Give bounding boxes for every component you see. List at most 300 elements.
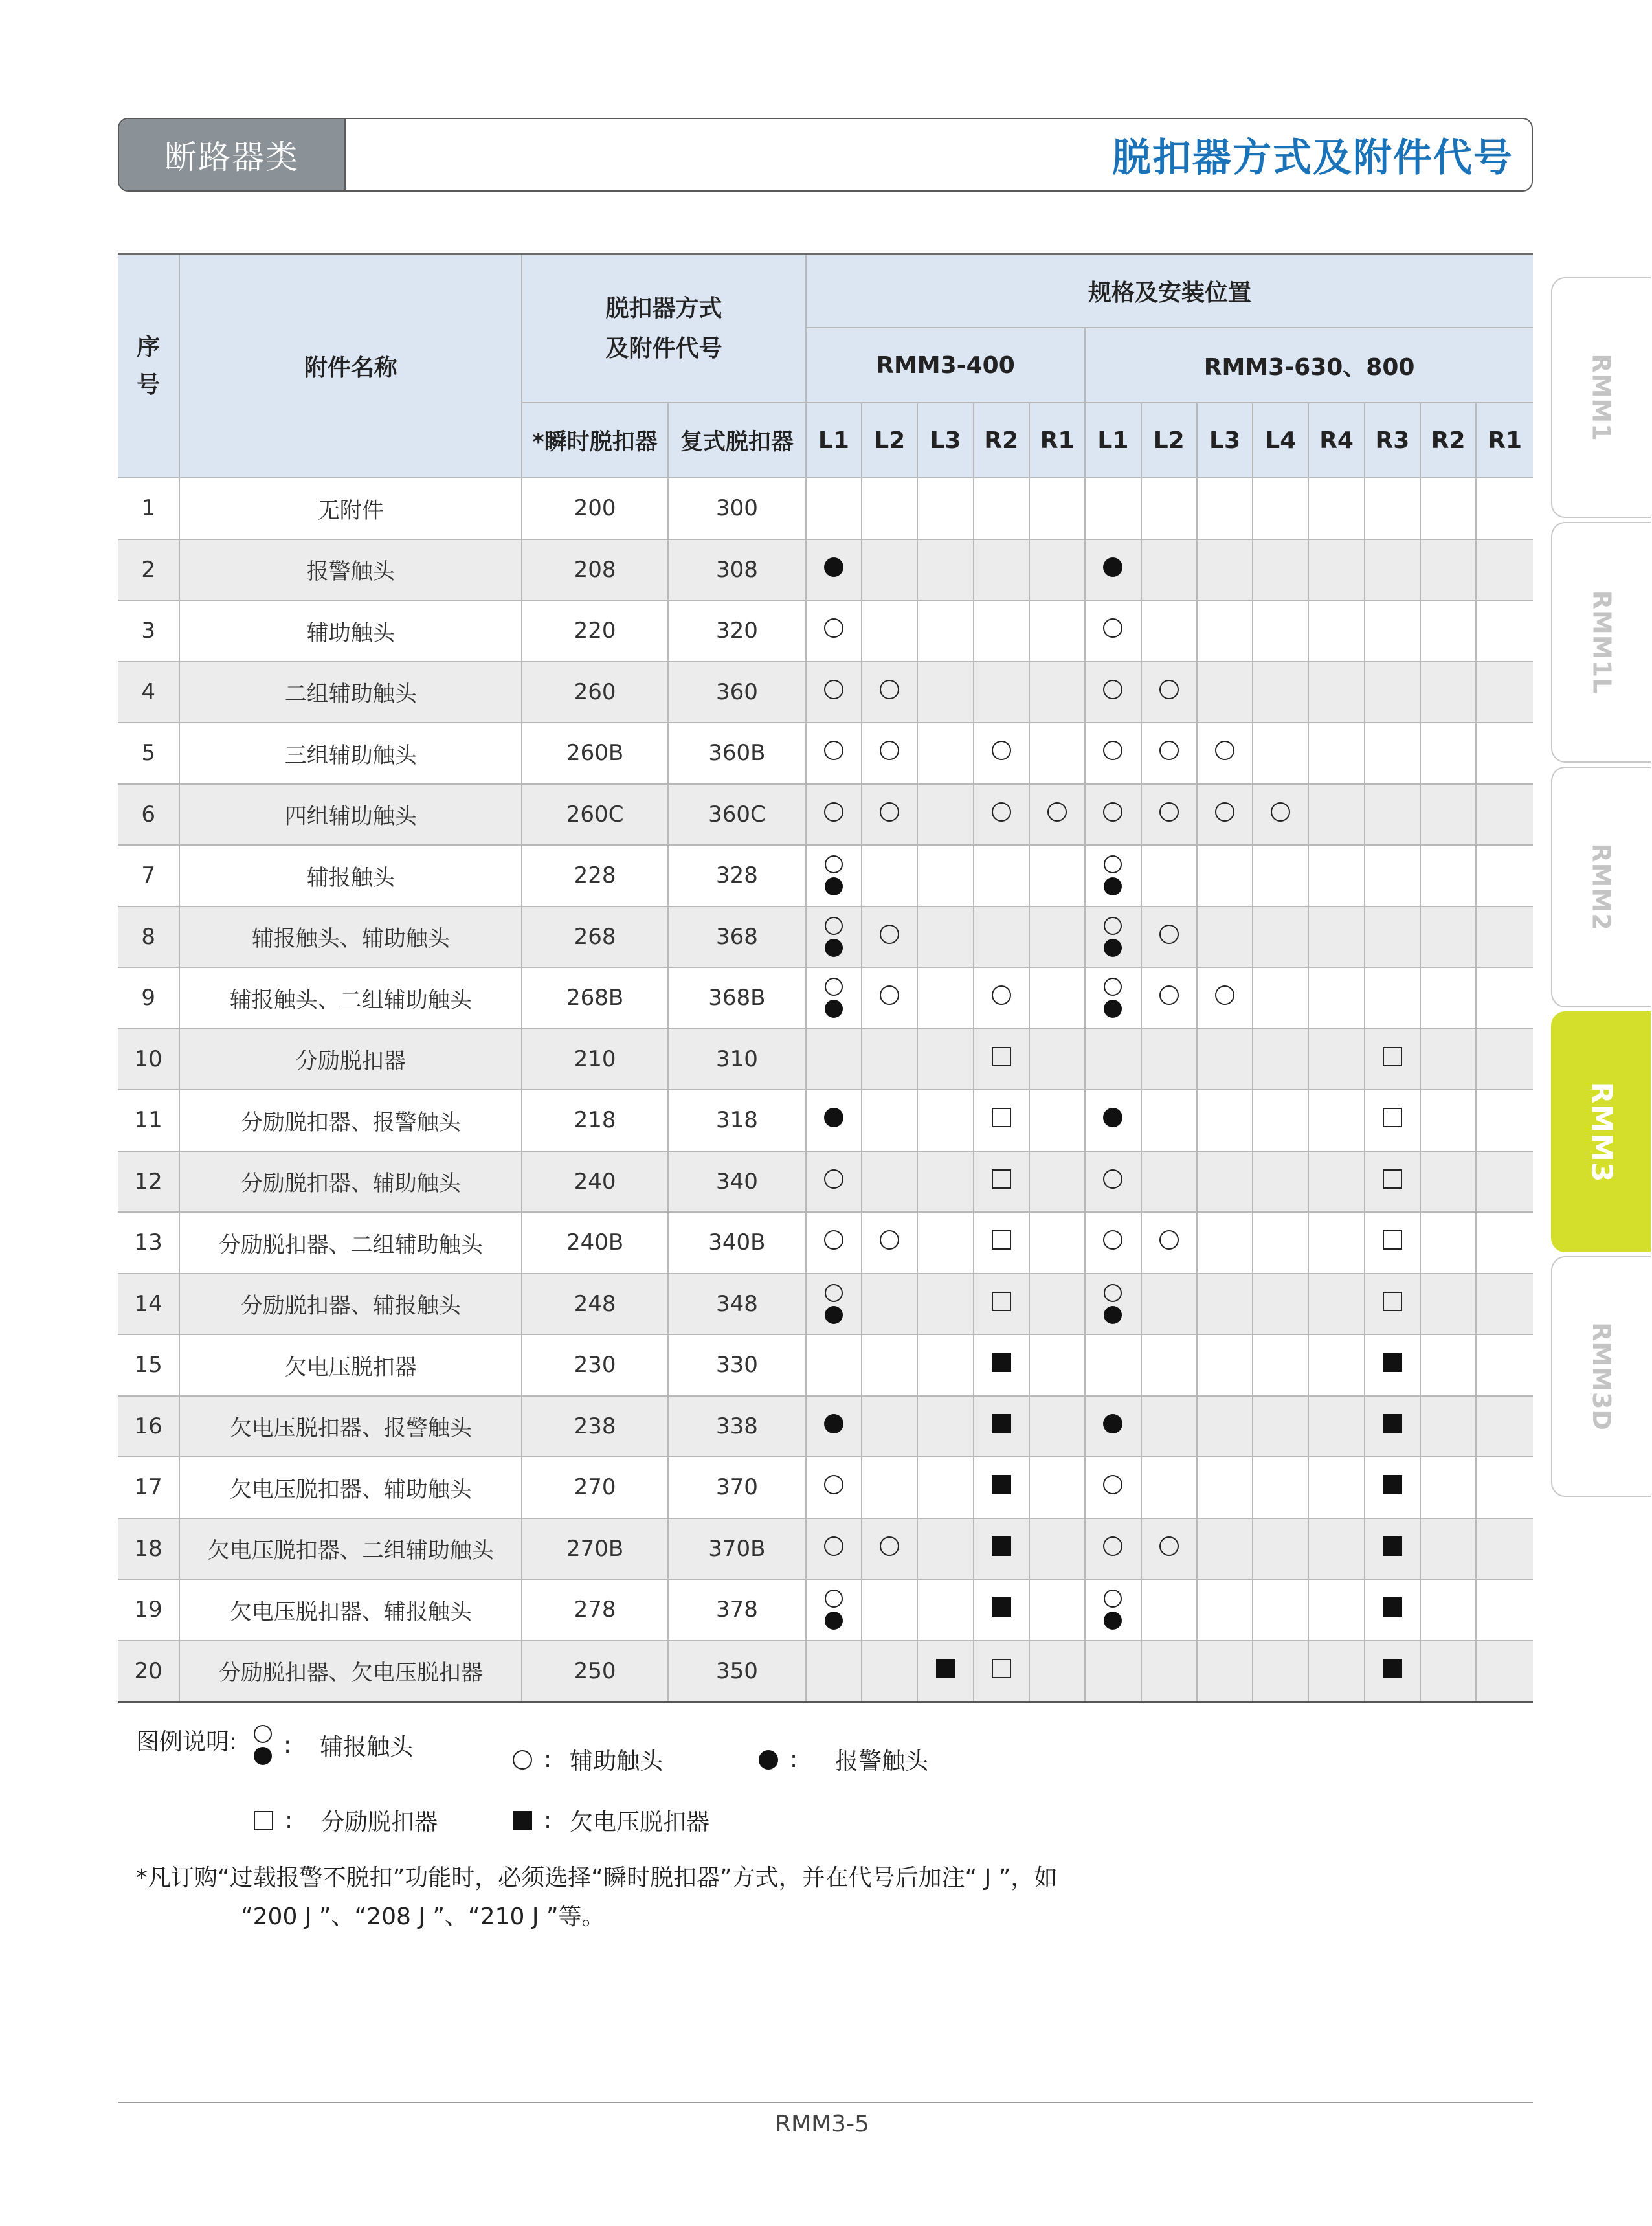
position-cell [1029,967,1085,1029]
compound-trip-code: 300 [668,478,806,539]
open-circle-icon [1103,1230,1122,1250]
filled-square-icon [992,1536,1011,1556]
open-circle-icon [1159,925,1179,944]
position-cell [862,1518,917,1580]
position-cell [806,1212,862,1274]
position-cell [1253,539,1308,601]
tab-rmm3d[interactable]: RMM3D [1551,1256,1651,1497]
row-number: 6 [118,784,179,846]
position-cell [1420,784,1476,846]
position-cell [1029,1579,1085,1641]
position-cell [1085,1457,1141,1518]
instant-trip-code: 270 [522,1457,668,1518]
open-circle-icon [1103,680,1122,699]
position-cell [806,1029,862,1090]
position-cell [1085,1090,1141,1151]
filled-square-icon [1383,1414,1402,1433]
position-cell [1029,1641,1085,1702]
position-cell [1253,906,1308,968]
footnote-line1: *凡订购“过载报警不脱扣”功能时，必须选择“瞬时脱扣器”方式，并在代号后加注“ J ”，如 [136,1865,1058,1891]
accessory-name: 分励脱扣器 [179,1029,522,1090]
position-cell [1253,1151,1308,1213]
combo-contact-icon [807,917,861,957]
filled-circle-icon [1103,1108,1122,1127]
position-header-b-r4: R4 [1308,403,1364,478]
compound-trip-code: 328 [668,845,806,906]
position-cell [1029,600,1085,662]
position-cell [1365,1457,1420,1518]
position-cell [1308,784,1364,846]
open-circle-icon [1103,741,1122,760]
position-cell [917,662,973,723]
open-square-icon [1383,1108,1402,1127]
position-cell [862,600,917,662]
position-cell [1308,1029,1364,1090]
combo-contact-icon [1086,978,1140,1018]
position-cell [1476,1457,1533,1518]
compound-trip-code: 360 [668,662,806,723]
row-number: 8 [118,906,179,968]
position-cell [1197,906,1253,968]
position-cell [1308,1090,1364,1151]
position-cell [974,1090,1029,1151]
position-cell [862,1029,917,1090]
table-row [118,1334,1533,1396]
accessory-name: 分励脱扣器、二组辅助触头 [179,1212,522,1274]
position-cell [862,1090,917,1151]
accessory-name: 辅助触头 [179,600,522,662]
position-cell [806,1274,862,1335]
position-cell [1365,1274,1420,1335]
position-cell [1029,478,1085,539]
table-row [118,1396,1533,1457]
open-square-icon [254,1811,273,1830]
combo-contact-icon [1086,1590,1140,1630]
open-circle-icon [824,618,843,638]
open-square-icon [992,1108,1011,1127]
position-header-b-l2: L2 [1141,403,1197,478]
tab-rmm2[interactable]: RMM2 [1551,767,1651,1007]
accessory-name: 欠电压脱扣器 [179,1334,522,1396]
position-cell [1420,1212,1476,1274]
position-cell [1365,723,1420,784]
filled-square-icon [1383,1353,1402,1372]
position-cell [917,1334,973,1396]
position-cell [1141,1334,1197,1396]
position-cell [1420,1029,1476,1090]
position-cell [806,1641,862,1702]
row-number: 16 [118,1396,179,1457]
position-cell [1420,906,1476,968]
position-header-a-r1: R1 [1029,403,1085,478]
position-cell [1420,1641,1476,1702]
position-cell [806,539,862,601]
position-cell [1308,1151,1364,1213]
open-circle-icon [880,741,899,760]
position-cell [1365,662,1420,723]
position-cell [1365,1396,1420,1457]
position-cell [1308,1457,1364,1518]
position-cell [1476,906,1533,968]
position-cell [1141,539,1197,601]
position-cell [1197,662,1253,723]
position-cell [1420,1151,1476,1213]
filled-square-icon [513,1811,532,1830]
position-cell [1253,723,1308,784]
position-cell [974,1212,1029,1274]
position-cell [1197,784,1253,846]
position-cell [1365,600,1420,662]
open-circle-icon [1159,985,1179,1005]
position-cell [806,1396,862,1457]
filled-square-icon [1383,1597,1402,1617]
open-square-icon [992,1659,1011,1678]
position-cell [1253,1518,1308,1580]
position-cell [1141,600,1197,662]
row-number: 13 [118,1212,179,1274]
table-row [118,600,1533,662]
position-cell [1420,478,1476,539]
filled-square-icon [1383,1536,1402,1556]
open-circle-icon [880,985,899,1005]
position-cell [1365,1641,1420,1702]
position-cell [862,1396,917,1457]
open-square-icon [1383,1230,1402,1250]
position-cell [1308,723,1364,784]
position-cell [1420,1396,1476,1457]
row-number: 1 [118,478,179,539]
position-cell [1141,1641,1197,1702]
position-cell [1085,478,1141,539]
position-cell [974,1029,1029,1090]
legend-title: 图例说明: [136,1729,238,1755]
position-cell [1420,600,1476,662]
position-cell [1141,1396,1197,1457]
position-cell [974,662,1029,723]
position-cell [1420,1457,1476,1518]
row-number: 18 [118,1518,179,1580]
position-cell [1253,662,1308,723]
position-cell [1365,1579,1420,1641]
position-cell [974,906,1029,968]
position-cell [862,1334,917,1396]
table-row [118,1274,1533,1335]
instant-trip-code: 268B [522,967,668,1029]
open-square-icon [1383,1169,1402,1189]
position-cell [862,539,917,601]
position-cell [917,1641,973,1702]
position-cell [1197,1274,1253,1335]
position-cell [1029,906,1085,968]
position-cell [1085,1579,1141,1641]
position-cell [917,845,973,906]
position-cell [1029,1518,1085,1580]
position-cell [1420,967,1476,1029]
position-cell [1085,600,1141,662]
accessory-name: 分励脱扣器、欠电压脱扣器 [179,1641,522,1702]
position-cell [1308,1334,1364,1396]
table-row [118,1151,1533,1213]
position-cell [917,600,973,662]
table-row [118,478,1533,539]
filled-circle-icon [1103,557,1122,577]
open-circle-icon [992,985,1011,1005]
compound-trip-code: 320 [668,600,806,662]
position-cell [1141,1518,1197,1580]
instant-trip-code: 208 [522,539,668,601]
open-circle-icon [513,1750,532,1770]
page-title: 脱扣器方式及附件代号 [1112,135,1513,181]
position-cell [1476,845,1533,906]
combo-contact-icon [807,855,861,895]
position-cell [862,784,917,846]
position-cell [806,662,862,723]
position-cell [1197,845,1253,906]
accessory-code-table [118,253,1533,1703]
row-number: 3 [118,600,179,662]
accessory-name: 分励脱扣器、报警触头 [179,1090,522,1151]
compound-trip-code: 308 [668,539,806,601]
tab-rmm1l[interactable]: RMM1L [1551,522,1651,763]
position-header-b-l4: L4 [1253,403,1308,478]
open-circle-icon [824,1169,843,1189]
table-row [118,1457,1533,1518]
position-header-a-r2: R2 [974,403,1029,478]
position-cell [1253,784,1308,846]
compound-trip-code: 360C [668,784,806,846]
position-cell [917,906,973,968]
footer-divider [118,2102,1533,2103]
position-cell [806,845,862,906]
position-cell [1197,1151,1253,1213]
table-row [118,1090,1533,1151]
accessory-name: 欠电压脱扣器、二组辅助触头 [179,1518,522,1580]
compound-trip-code: 350 [668,1641,806,1702]
combo-contact-icon [1086,917,1140,957]
position-cell [1308,662,1364,723]
instant-trip-code: 240 [522,1151,668,1213]
position-cell [1476,1518,1533,1580]
instant-trip-code: 210 [522,1029,668,1090]
section-header [118,118,1533,192]
position-cell [806,1457,862,1518]
position-cell [1085,1212,1141,1274]
accessory-name: 分励脱扣器、辅助触头 [179,1151,522,1213]
position-cell [1476,1151,1533,1213]
position-cell [1365,478,1420,539]
filled-square-icon [992,1475,1011,1494]
tab-rmm3[interactable]: RMM3 [1551,1011,1651,1252]
compound-trip-code: 338 [668,1396,806,1457]
position-cell [1308,1641,1364,1702]
position-cell [974,1641,1029,1702]
header-model-400: RMM3-400 [806,328,1085,403]
position-cell [917,1029,973,1090]
compound-trip-code: 348 [668,1274,806,1335]
open-circle-icon [880,802,899,822]
position-cell [1141,1457,1197,1518]
position-cell [1197,1641,1253,1702]
open-circle-icon [824,1230,843,1250]
legend-open-circle: : 辅助触头 [513,1743,663,1776]
position-cell [1085,845,1141,906]
accessory-name: 四组辅助触头 [179,784,522,846]
position-cell [1085,539,1141,601]
position-cell [1365,1334,1420,1396]
position-cell [1476,1334,1533,1396]
position-cell [806,600,862,662]
filled-square-icon [992,1414,1011,1433]
position-cell [1420,1090,1476,1151]
tab-rmm1[interactable]: RMM1 [1551,277,1651,518]
accessory-name: 报警触头 [179,539,522,601]
position-cell [862,1212,917,1274]
open-circle-icon [1159,1230,1179,1250]
position-cell [1308,845,1364,906]
instant-trip-code: 250 [522,1641,668,1702]
combo-contact-icon [807,978,861,1018]
position-cell [1197,967,1253,1029]
open-circle-icon [1103,1475,1122,1494]
position-header-a-l2: L2 [862,403,917,478]
position-cell [1029,723,1085,784]
position-cell [1141,1090,1197,1151]
filled-square-icon [1383,1659,1402,1678]
position-cell [1253,1090,1308,1151]
table-row [118,539,1533,601]
position-cell [1476,1212,1533,1274]
position-cell [1141,1274,1197,1335]
position-cell [1197,478,1253,539]
table-row [118,723,1533,784]
footnote-line2: “200 J ”、“208 J ”、“210 J ”等。 [241,1904,605,1930]
position-cell [1085,1334,1141,1396]
position-cell [1253,1274,1308,1335]
instant-trip-code: 230 [522,1334,668,1396]
position-cell [806,1090,862,1151]
position-cell [1253,1029,1308,1090]
position-cell [1197,1334,1253,1396]
row-number: 9 [118,967,179,1029]
position-cell [1141,478,1197,539]
position-cell [1308,906,1364,968]
open-circle-icon [1215,985,1234,1005]
position-cell [1085,1396,1141,1457]
position-cell [1085,1274,1141,1335]
instant-trip-code: 220 [522,600,668,662]
open-circle-icon [1159,680,1179,699]
position-cell [974,600,1029,662]
filled-square-icon [992,1597,1011,1617]
open-circle-icon [824,741,843,760]
position-cell [806,1151,862,1213]
position-cell [1197,600,1253,662]
position-cell [1365,906,1420,968]
position-cell [1476,1579,1533,1641]
position-header-b-l1: L1 [1085,403,1141,478]
combo-contact-icon [807,1590,861,1630]
position-cell [1308,539,1364,601]
position-cell [1085,1029,1141,1090]
table-row [118,1518,1533,1580]
compound-trip-code: 378 [668,1579,806,1641]
open-circle-icon [880,925,899,944]
open-circle-icon [992,802,1011,822]
position-cell [1365,1090,1420,1151]
position-cell [1085,1151,1141,1213]
position-cell [1476,1641,1533,1702]
page-number: RMM3-5 [775,2111,869,2137]
position-cell [1253,1396,1308,1457]
position-cell [1365,539,1420,601]
position-header-b-l3: L3 [1197,403,1253,478]
position-cell [1085,1641,1141,1702]
position-cell [1476,1396,1533,1457]
instant-trip-code: 238 [522,1396,668,1457]
position-cell [862,662,917,723]
header-instant-trip: *瞬时脱扣器 [522,403,668,478]
header-code: 脱扣器方式 及附件代号 [522,254,806,403]
position-cell [1365,1518,1420,1580]
position-cell [1308,967,1364,1029]
position-cell [917,723,973,784]
position-cell [1476,1090,1533,1151]
position-cell [806,784,862,846]
position-cell [1476,723,1533,784]
position-cell [1141,1212,1197,1274]
open-circle-icon [1103,1536,1122,1556]
accessory-name: 辅报触头 [179,845,522,906]
accessory-name: 辅报触头、辅助触头 [179,906,522,968]
position-cell [1253,1457,1308,1518]
position-cell [974,1151,1029,1213]
open-circle-icon [880,1536,899,1556]
table-row [118,1029,1533,1090]
open-circle-icon [1103,618,1122,638]
row-number: 20 [118,1641,179,1702]
position-cell [1085,723,1141,784]
position-cell [1308,478,1364,539]
position-cell [1253,1212,1308,1274]
position-cell [862,1641,917,1702]
open-square-icon [1383,1047,1402,1066]
position-cell [974,845,1029,906]
open-circle-icon [992,741,1011,760]
position-cell [917,784,973,846]
position-cell [974,478,1029,539]
position-cell [862,906,917,968]
position-cell [1420,845,1476,906]
legend-open-square: : 分励脱扣器 [254,1804,438,1837]
position-cell [1197,1457,1253,1518]
instant-trip-code: 228 [522,845,668,906]
position-cell [1085,662,1141,723]
row-number: 14 [118,1274,179,1335]
accessory-name: 欠电压脱扣器、辅报触头 [179,1579,522,1641]
open-square-icon [992,1292,1011,1311]
instant-trip-code: 260C [522,784,668,846]
instant-trip-code: 278 [522,1579,668,1641]
instant-trip-code: 248 [522,1274,668,1335]
position-cell [1141,662,1197,723]
position-cell [1197,1396,1253,1457]
position-cell [1476,784,1533,846]
position-cell [862,723,917,784]
table-row [118,662,1533,723]
position-cell [1141,845,1197,906]
combo-contact-icon [1086,855,1140,895]
position-cell [806,1518,862,1580]
